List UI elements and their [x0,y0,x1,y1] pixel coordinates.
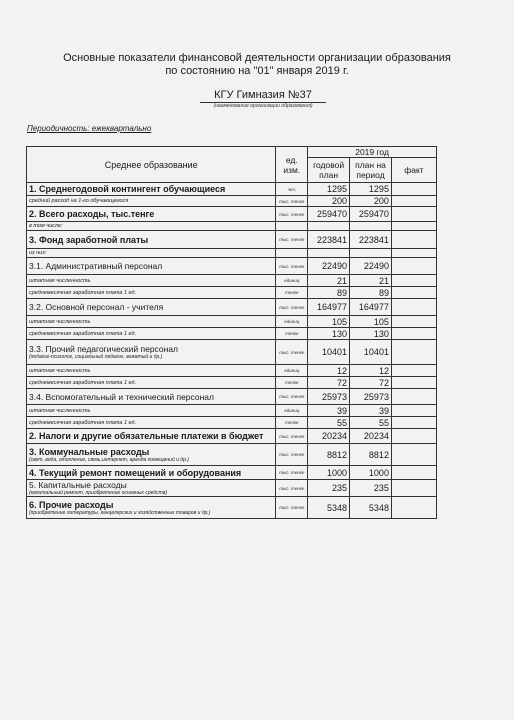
row-annual-plan: 20234 [308,429,350,444]
row-annual-plan: 259470 [308,207,350,222]
table-row [27,377,437,389]
row-fact [391,231,436,249]
row-unit: тыс. тенге [276,497,308,519]
row-annual-plan: 223841 [308,231,350,249]
row-label [27,328,276,340]
row-unit: тыс. тенге [276,429,308,444]
row-unit: тенге [276,328,308,340]
row-label [27,389,276,405]
table-row [27,275,437,287]
row-fact [391,287,436,299]
table-row [27,183,437,196]
row-unit: единиц [276,316,308,328]
row-unit [276,222,308,231]
table-row [27,207,437,222]
row-period-plan: 223841 [350,231,392,249]
row-period-plan [350,222,392,231]
table-row [27,340,437,365]
row-label-text: 3. Фонд заработной платы [29,234,149,245]
row-annual-plan: 1295 [308,183,350,196]
row-period-plan: 21 [350,275,392,287]
row-label [27,405,276,417]
row-label [27,196,276,207]
row-fact [391,316,436,328]
row-label-text: 6. Прочие расходы [29,499,114,510]
row-label [27,231,276,249]
row-period-plan: 105 [350,316,392,328]
table-row [27,249,437,258]
row-label [27,429,276,444]
row-fact [391,365,436,377]
table-row [27,389,437,405]
row-annual-plan: 89 [308,287,350,299]
row-label-text: из них: [29,250,47,256]
row-label-text: штатная численность [29,318,91,325]
row-annual-plan: 200 [308,196,350,207]
row-label [27,275,276,287]
row-period-plan: 55 [350,417,392,429]
row-annual-plan: 130 [308,328,350,340]
row-fact [391,389,436,405]
table-row [27,231,437,249]
table-row [27,196,437,207]
row-unit: тыс. тенге [276,340,308,365]
row-fact [391,249,436,258]
row-annual-plan: 105 [308,316,350,328]
row-label [27,183,276,196]
row-annual-plan [308,222,350,231]
row-annual-plan: 21 [308,275,350,287]
row-note: (педагог-психолог, социальный педагог, вожатый и др.) [29,354,163,360]
row-annual-plan: 55 [308,417,350,429]
row-annual-plan: 10401 [308,340,350,365]
row-label [27,377,276,389]
row-unit [276,249,308,258]
row-fact [391,299,436,316]
row-period-plan: 200 [350,196,392,207]
header-unit: ед. изм. [276,147,308,183]
row-label [27,207,276,222]
row-fact [391,429,436,444]
row-label-text: 3. Коммунальные расходы [29,446,150,457]
row-unit: тенге [276,287,308,299]
row-annual-plan: 72 [308,377,350,389]
row-fact [391,340,436,365]
row-fact [391,258,436,275]
row-label [27,316,276,328]
row-period-plan: 235 [350,480,392,497]
row-label-text: среднемесячная заработная плата 1 ед. [29,379,137,386]
row-fact [391,417,436,429]
row-label [27,466,276,480]
row-period-plan: 25973 [350,389,392,405]
row-fact [391,466,436,480]
row-period-plan: 39 [350,405,392,417]
row-label-text: штатная численность [29,277,91,284]
row-period-plan: 22490 [350,258,392,275]
row-label [27,497,276,519]
row-period-plan: 89 [350,287,392,299]
row-label-text: в том числе: [29,223,63,229]
row-unit: единиц [276,365,308,377]
row-label-text: средний расход на 1-го обучающегося [29,198,129,204]
report-title-line-2: по состоянию на "01" января 2019 г. [165,65,349,77]
organization-caption: (наименование организации образования) [213,103,313,109]
row-annual-plan: 12 [308,365,350,377]
row-label [27,258,276,275]
table-row [27,299,437,316]
row-period-plan: 20234 [350,429,392,444]
table-row [27,480,437,497]
row-period-plan: 1000 [350,466,392,480]
row-label-text: 2. Всего расходы, тыс.тенге [29,209,155,219]
row-label-text: штатная численность [29,407,91,414]
row-period-plan: 5348 [350,497,392,519]
row-label-text: 4. Текущий ремонт помещений и оборудования [29,467,242,478]
row-annual-plan: 39 [308,405,350,417]
table-row [27,405,437,417]
row-period-plan: 10401 [350,340,392,365]
table-row [27,429,437,444]
row-fact [391,222,436,231]
row-label [27,365,276,377]
row-note: (свет, вода, отопление, связь,интернет, аренда помещений и др.) [29,456,189,463]
row-annual-plan: 235 [308,480,350,497]
row-unit: тыс. тенге [276,480,308,497]
row-unit: тыс. тенге [276,231,308,249]
row-period-plan [350,249,392,258]
row-label-text: 2. Налоги и другие обязательные платежи в бюджет [29,431,264,441]
header-period-plan: план на период [350,158,392,183]
row-unit: единиц [276,405,308,417]
row-label [27,340,276,365]
row-fact [391,328,436,340]
row-note: (капитальный ремонт, приобретение основных средств) [29,490,168,496]
row-label-text: штатная численность [29,367,91,374]
table-row [27,258,437,275]
header-section: Среднее образование [27,147,276,183]
row-fact [391,207,436,222]
row-fact [391,497,436,519]
table-row [27,328,437,340]
table-row [27,222,437,231]
table-row [27,497,437,519]
row-fact [391,275,436,287]
row-annual-plan: 22490 [308,258,350,275]
row-unit: тенге [276,377,308,389]
row-label-text: 1. Среднегодовой контингент обучающиеся [29,184,226,194]
table-row [27,466,437,480]
row-period-plan: 130 [350,328,392,340]
row-period-plan: 8812 [350,444,392,466]
row-label [27,299,276,316]
row-annual-plan [308,249,350,258]
row-period-plan: 259470 [350,207,392,222]
row-label [27,249,276,258]
row-annual-plan: 164977 [308,299,350,316]
row-fact [391,480,436,497]
row-unit: тыс. тенге [276,444,308,466]
row-label-text: 3.3. Прочий педагогический персонал [29,344,179,354]
table-row [27,365,437,377]
row-unit: тыс. тенге [276,207,308,222]
row-period-plan: 1295 [350,183,392,196]
row-label-text: среднемесячная заработная плата 1 ед. [29,289,137,296]
row-unit: тыс. тенге [276,299,308,316]
row-fact [391,405,436,417]
row-label [27,222,276,231]
row-label-text: среднемесячная заработная плата 1 ед. [29,330,137,337]
row-label [27,287,276,299]
row-unit: чел. [276,183,308,196]
row-period-plan: 72 [350,377,392,389]
row-label-text: 3.1. Административный персонал [29,261,163,271]
row-fact [391,377,436,389]
row-unit: тенге [276,417,308,429]
row-period-plan: 12 [350,365,392,377]
row-unit: тыс. тенге [276,258,308,275]
table-row [27,417,437,429]
table-row [27,316,437,328]
header-year: 2019 год [308,147,437,158]
row-unit: тыс. тенге [276,389,308,405]
row-annual-plan: 1000 [308,466,350,480]
row-fact [391,183,436,196]
row-annual-plan: 5348 [308,497,350,519]
periodicity: Периодичность: ежеквартально [27,124,152,133]
row-note: (приобретение литературы, канцелярских и хозяйственных товаров и др.) [29,509,211,516]
report-title-line-1: Основные показатели финансовой деятельности организации образования [63,52,451,64]
row-fact [391,196,436,207]
table-header-row-1 [27,147,437,158]
row-label [27,417,276,429]
header-annual-plan: годовой план [308,158,350,183]
row-unit: единиц [276,275,308,287]
row-label-text: 3.2. Основной персонал - учителя [29,302,164,312]
row-period-plan: 164977 [350,299,392,316]
row-label-text: среднемесячная заработная плата 1 ед. [29,419,137,426]
row-label [27,480,276,497]
row-label-text: 5. Капитальные расходы [29,480,127,490]
row-fact [391,444,436,466]
header-fact: факт [391,158,436,183]
row-label-text: 3.4. Вспомогательный и технический персонал [29,391,214,402]
row-unit: тыс. тенге [276,466,308,480]
row-unit: тыс. тенге [276,196,308,207]
financial-indicators-table [26,146,437,519]
organization-name: КГУ Гимназия №37 [200,89,326,103]
row-label [27,444,276,466]
row-annual-plan: 8812 [308,444,350,466]
row-annual-plan: 25973 [308,389,350,405]
table-row [27,444,437,466]
table-row [27,287,437,299]
